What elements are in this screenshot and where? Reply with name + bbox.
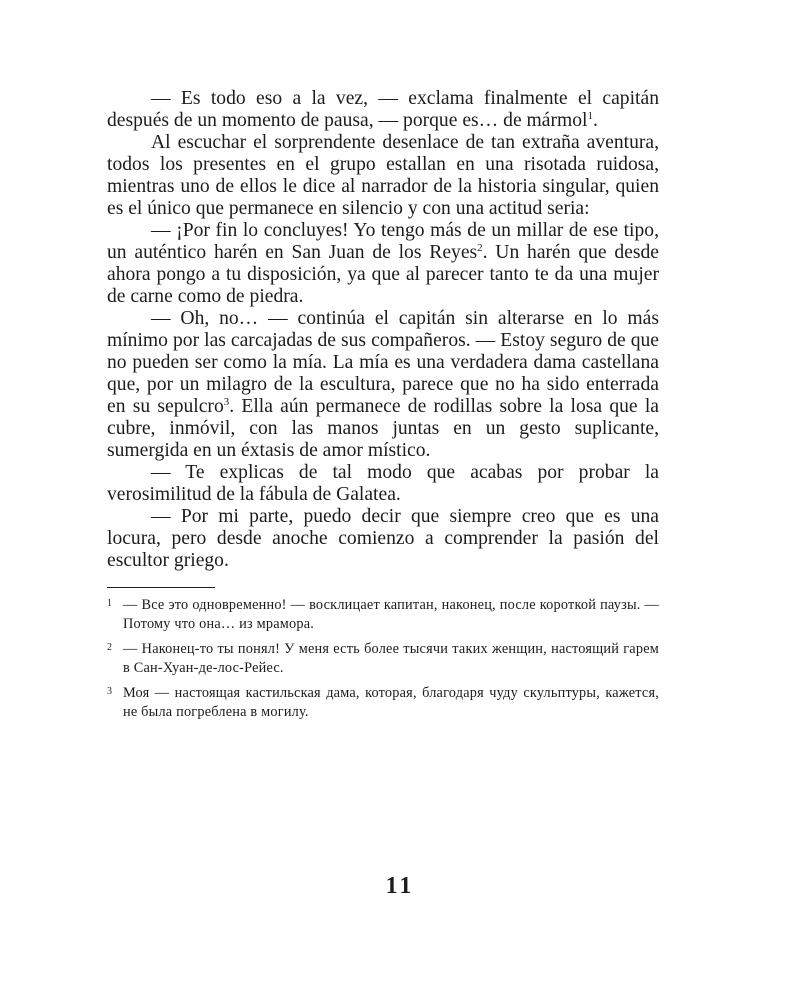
footnote-number: 3 <box>107 686 113 697</box>
footnotes <box>107 596 659 722</box>
footnote-ref-2: 2 <box>477 242 483 254</box>
paragraph-3-end: . Un harén que desde ahora pongo a tu disposición, ya que al parecer tanto te da una mujer de carne como de piedra. <box>107 242 659 307</box>
paragraph-4-end: . Ella aún permanece de rodillas sobre la losa que la cubre, inmóvil, con las manos juntas en un gesto suplicante, sumergida en un éxtasis de amor místico. <box>107 396 659 461</box>
footnote-text: — Наконец-то ты понял! У меня есть более тысячи таких женщин, настоящий гарем в Сан-Хуан-де-лос-Рейес. <box>123 641 659 676</box>
footnote-ref-1: 1 <box>587 110 593 122</box>
footnote-2 <box>107 640 659 678</box>
paragraph-1-text: — Es todo eso a la vez, — exclama finalmente el capitán después de un momento de pausa, — porque es… de mármol <box>107 88 659 131</box>
footnote-ref-3: 3 <box>223 396 230 408</box>
page-number: 11 <box>385 873 415 899</box>
main-text <box>107 88 659 572</box>
paragraph-3 <box>107 220 659 308</box>
footnote-text: Моя — настоящая кастильская дама, которая, благодаря чуду скульптуры, кажется, не была погреблена в могилу. <box>123 685 659 720</box>
paragraph-1 <box>107 88 659 132</box>
footnote-1 <box>107 596 659 634</box>
paragraph-2: Al escuchar el sorprendente desenlace de tan extraña aventura, todos los presentes en el grupo estallan en una risotada ruidosa, mientras uno de ellos le dice al narrador de la historia singular, quien es el único que permanece en silencio y con una actitud seria: <box>107 132 659 219</box>
footnote-number: 2 <box>107 642 113 653</box>
footnote-divider <box>107 587 215 588</box>
paragraph-1-end: . <box>592 110 598 131</box>
paragraph-4-text: — Oh, no… — continúa el capitán sin alterarse en lo más mínimo por las carcajadas de sus compañeros. — Estoy seguro de que no pueden ser como la mía. La mía es una verdadera dama castellana que, por un milagro de la escultura, parece que no ha sido enterrada en su sepulcro <box>107 308 659 417</box>
paragraph-4 <box>107 308 659 462</box>
footnote-number: 1 <box>107 598 113 609</box>
footnote-text: — Все это одновременно! — восклицает капитан, наконец, после короткой паузы. — Потому что она… из мрамора. <box>123 597 659 632</box>
footnote-3 <box>107 684 659 722</box>
paragraph-3-text: — ¡Por fin lo concluyes! Yo tengo más de un millar de ese tipo, un auténtico harén en San Juan de los Reyes <box>107 220 659 263</box>
paragraph-5: — Te explicas de tal modo que acabas por probar la verosimilitud de la fábula de Galatea. <box>107 462 659 505</box>
paragraph-6: — Por mi parte, puedo decir que siempre creo que es una locura, pero desde anoche comienzo a comprender la pasión del escultor griego. <box>107 506 659 571</box>
page-content <box>107 88 659 728</box>
